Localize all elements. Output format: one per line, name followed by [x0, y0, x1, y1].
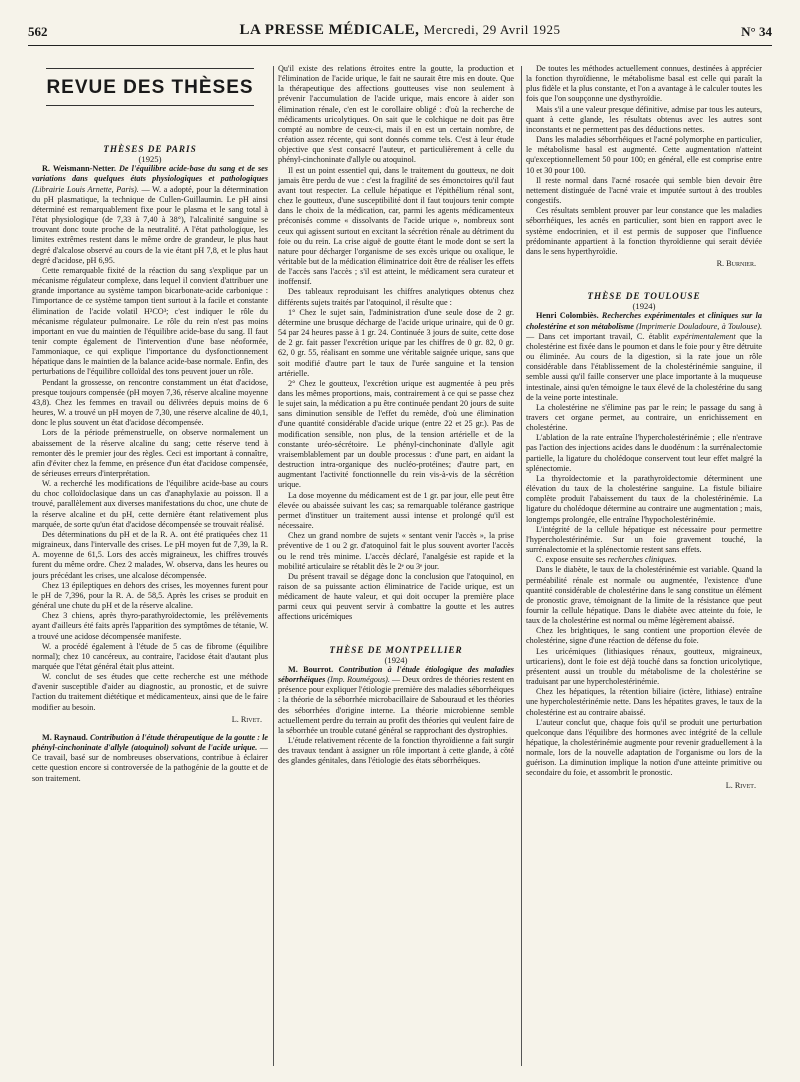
paragraph: Cette remarquable fixité de la réaction du sang s'explique par un mécanisme régulateur complexe, dans lequel il convient d'attribuer une grande importance au système tampon bicarbonate-acide carbonique : l'importance de ce système tampon tient surtout à la facile et constante élimination de l'acide volatil H²CO³; c'est indiquer le rôle du mécanisme régulateur pulmonaire. Le rôle du rein n'est pas moins important en vue du maintien de l'équilibre acide-base du sang. Il faut tenir compte également de l'intervention d'une base néoformée, l'ammoniaque, ce qui explique l'importance du dysfonctionnement hépatique dans le maintien de la balance acide-base normale. Enfin, des perturbations de l'équilibre colloïdal des tons peuvent jouer un rôle. [32, 265, 268, 377]
paragraph: Il est un point essentiel qui, dans le traitement du goutteux, ne doit jamais être perdu de vue : c'est la fragilité de ses émonctoires qu'il faut avant tout respecter. La cellule hépatique et l'épithélium rénal sont, chez le goutteux, d'une susceptibilité dont il faut toujours tenir compte dans le choix de la médication, car, parmi les agents médicamenteux préconisés comme « dissolvants de l'acide urique », nombreux sont ceux qui agissent surtout en excitant la sécrétion rénale au détriment du foie ou du rein. La crise aiguë de goutte étant le mode dont se sert la nature pour décharger l'organisme de ses excès urique ou oxalique, le véritable but de la médication éliminatrice doit être de réaliser les effets de l'accès sans l'accès ; s'il est atteint, le médicament sera curateur et inoffensif. [278, 165, 514, 287]
paragraph: Dans les maladies séborrhéiques et l'acné polymorphe en particulier, le métabolisme basal est augmenté. Cette augmentation n'atteint qu'exceptionnellement 50 pour 100; en général, elle est comprise entre 10 et 30 pour 100. [526, 135, 762, 175]
paragraph [526, 555, 762, 565]
issue-date: Mercredi, 29 Avril 1925 [423, 22, 561, 37]
review-raynaud [32, 733, 268, 784]
thesis-title: Contribution à l'étude étiologique des maladies séborrhéiques [278, 664, 514, 685]
publisher: (Imprimerie Douladoure, à Toulouse). [636, 321, 762, 331]
author-name: M. Bourrot. [288, 664, 334, 674]
section-year: (1925) [138, 154, 162, 165]
paragraph: L'ablation de la rate entraîne l'hypercholestérinémie ; elle n'entrave pas l'action des injections acides dans le duodénum : la surrénalectomie partielle, la ligature du cholédoque conservent tout leur effet malgré la splénectomie. [526, 433, 762, 473]
paragraph: Dans le diabète, le taux de la cholestérinémie est variable. Quand la perméabilité rénale est normale ou augmentée, l'existence d'une quantité considérable de cholestérine dans le sang constitue un élément de pronostic grave, témoignant de la limite de la résistance que peut fournir la cellule hépatique. Dans le diabète avec atteinte du foie, le taux de la cholestérine est normal ou même légèrement abaissé. [526, 565, 762, 626]
paragraph: Les uricémiques (lithiasiques rénaux, goutteux, migraineux, urticariens), dont le foie est déjà touché dans sa fonction uricolytique, présentent aussi un trouble du métabolisme de la cholestérine se traduisant par une hypercholestérinémie. [526, 646, 762, 687]
section-year: (1924) [632, 301, 656, 312]
paragraph: Pendant la grossesse, on rencontre constamment un état d'acidose, presque toujours compensée (pH moyen 7,36, réserve alcaline moyenne 43,8). Chez les femmes en travail ou délivrées depuis moins de 6 heures, W. a trouvé un pH moyen de 7,30, une réserve alcaline de 40,1, donc le plus souvent un état d'acidose décompensée. [32, 377, 268, 428]
section-heading-toulouse: THÈSE DE TOULOUSE [587, 291, 701, 302]
reviewer-signature: R. Burnier. [716, 258, 756, 268]
paragraph: W. a procédé également à l'étude de 5 cas de fibrome (équilibre normal); chez 10 cancéreux, au contraire, l'acidose était d'autant plus marquée que l'état général était plus atteint. [32, 641, 268, 671]
paragraph: Chez 3 chiens, après thyro-parathyroïdectomie, les prélèvements ayant d'ailleurs été faits après l'apparition des symptômes de tétanie, W. a trouvé une acidose décompensée manifeste. [32, 611, 268, 641]
paragraph: L'étude relativement récente de la fonction thyroïdienne a fait surgir des travaux tendant à assigner un rôle important à cette glande, à côté des glandes génitales, dans l'étiologie des états séborrhéiques. [278, 736, 514, 766]
author-name: Henri Colombiès. [536, 311, 599, 321]
paragraph: L'auteur conclut que, chaque fois qu'il se produit une perturbation quelconque dans l'équilibre des hormones avec intégrité de la cellule hépatique, la cholestérinémie augmente pour revenir graduellement à la normale, lors de la nouvelle adaptation de l'organisme ou lors de la guérison. La diminution implique la notion d'une atteinte primitive ou secondaire du foie, et assombrit le pronostic. [526, 717, 762, 778]
paragraph: La dose moyenne du médicament est de 1 gr. par jour, elle peut être élevée ou abaissée suivant les cas; sa remarquable tolérance gastrique permet d'instituer un traitement aussi intense et prolongé qu'il est nécessaire. [278, 490, 514, 531]
thesis-title: De l'équilibre acide-base du sang et de ses variations dans quelques états physiologiques et pathologiques [32, 164, 268, 184]
column-middle [278, 64, 514, 1072]
journal-name: LA PRESSE MÉDICALE, [239, 22, 420, 38]
paragraph: La cholestérine ne s'élimine pas par le rein; le passage du sang à travers cet organe permet, au contraire, un enrichissement en cholestérine. [526, 402, 762, 433]
paragraph: 1° Chez le sujet sain, l'administration d'une seule dose de 2 gr. détermine une brusque décharge de l'acide urique urinaire, qui de 0 gr. 54 par 24 heures passe à 1 gr. 24. Continuée 3 jours de suite, cette dose de 2 gr. fait passer l'excrétion urique par les chiffres de 0 gr. 82, 0 gr. 62, 0 gr. 55, réalisant en somme une véritable saignée urique, sans que soit modifié d'autre part le taux de l'urée sanguine et la tension artérielle. [278, 307, 514, 378]
paragraph: W. conclut de ses études que cette recherche est une méthode d'avenir susceptible d'aider au diagnostic, au pronostic, et de suivre l'action du traitement diététique et médicamenteux, ainsi que de le faire modifier au besoin. [32, 672, 268, 712]
paragraph: L'intégrité de la cellule hépatique est nécessaire pour permettre l'hypercholestérinémie. Sur un foie gravement touché, la surrénalectomie et la splénectomie restent sans effets. [526, 524, 762, 555]
paragraph: Du présent travail se dégage donc la conclusion que l'atoquinol, en raison de sa puissante action éliminatrice de l'acide urique, est un médicament de haute valeur, et qui doit occuper la première place parmi ceux qui peuvent servir à combattre la goutte et les autres affections uricémiques [278, 571, 514, 622]
section-title: REVUE DES THÈSES [46, 68, 254, 106]
emphasis: expérimentalement [673, 331, 736, 341]
review-text: — Dans cet important travail, C. établit [526, 331, 670, 341]
paragraph: Chez les hépatiques, la rétention biliaire (ictère, lithiase) entraîne une hypercholestérinémie nette. Dans les hépatites graves, le taux de la cholestérine est au contraire abaissé. [526, 687, 762, 717]
emphasis: recherches cliniques. [607, 555, 677, 565]
issue-number: N° 34 [741, 24, 772, 39]
journal-title [28, 22, 772, 39]
paragraph: Lors de la période prémenstruelle, on observe normalement un abaissement de la réserve alcaline du sang; cette réserve tend à remonter dès le premier jour des règles. Ceci est important à connaître, afin d'éviter chez la femme, en présence d'un état d'acidose compensée, de sérieuses erreurs d'interprétation. [32, 428, 268, 478]
publisher: (Librairie Louis Arnette, Paris). [32, 184, 139, 194]
paragraph: Mais s'il a une valeur presque définitive, admise par tous les auteurs, quant à cette glande, les résultats obtenus avec les autres sont inconstants et ne permettent pas des déductions nettes. [526, 104, 762, 134]
paragraph: Il reste normal dans l'acné rosacée qui semble bien devoir être nettement distinguée de l'acné vraie et imputée surtout à des troubles congestifs. [526, 175, 762, 206]
review-text: — Ce travail, basé sur de nombreuses observations, contribue à éclairer cette question encore si controversée de la pathogénie de la goutte et de son traitement. [32, 743, 268, 783]
paragraph: 2° Chez le goutteux, l'excrétion urique est augmentée à peu près dans les mêmes proportions, mais, contrairement à ce qui se passe chez le sujet sain, la médication a pu être continuée pendant 20 jours de suite sans diminution sensible de l'effet du remède, d'où une élimination d'une quantité considérable d'acide urique (entre 22 et 25 gr.). Pas de modification sensible, non plus, de la tension artérielle et de la constante uréo-sécrétoire. Le phényl-cinchoninate d'allyle agit vraisemblablement par un double processus : d'une part, en aidant la destruction intra-organique des nucléo-protéines; d'autre part, en augmentant l'activité fonctionnelle du rein vis-à-vis de la sécrétion urique. [278, 378, 514, 490]
column-right [526, 64, 762, 1072]
page-header [28, 22, 772, 44]
paragraph: La thyroïdectomie et la parathyroïdectomie déterminent une élévation du taux de la cholestérine sanguine. La fistule biliaire complète produit l'abaissement du taux de la cholestérinémie. La ligature du cholédoque détermine au contraire une augmentation ; mais, longtemps prolongée, elle entraîne l'hypocholestérinémie. [526, 473, 762, 524]
review-colombies [526, 311, 762, 402]
header-rule [28, 45, 772, 46]
paragraph: Qu'il existe des relations étroites entre la goutte, la production et l'élimination de l'acide urique, le fait ne saurait être mis en doute. Que la thérapeutique des affections goutteuses vise non seulement à prévenir l'accumulation de l'acide urique, mais encore à aider son élimination rénale, c'en est le corollaire obligé : d'où la recherche de médicaments uricolytiques. On sait que le colchique ne doit pas être compté au nombre de ceux-ci, mais il en est un certain nombre, de création assez récente, qui sont donnés comme tels. C'est à leur étude objective que s'est consacré l'auteur, et particulièrement à celle du phényl-cinchoninate d'allyle ou atoquinol. [278, 64, 514, 165]
thesis-title: Contribution à l'étude thérapeutique de la goutte : le phényl-cinchoninate d'allyle (atoquinol) solvant de l'acide urique. [32, 732, 268, 753]
review-text: que la cholestérine est fixée dans le poumon et dans le foie pour y être détruite ou éliminée. Au cours de la digestion, si la rate joue un rôle considérable dans l'établissement de la cholestérinémie sanguine, il semble aussi qu'il faille conserver une place importante à la muqueuse intestinale, ainsi qu'en témoigne le taux élevé de la cholestérine du sang de la veine porte intestinale. [526, 331, 762, 402]
publisher: (Imp. Roumégous). [327, 675, 390, 685]
review-text: — Deux ordres de théories restent en présence pour expliquer l'étiologie première des maladies séborrhéiques : la théorie de la séborrhée microbacillaire de Sabouraud et les théories des séborrhées d'origine interne. La théorie microbienne semble actuellement perdre du terrain au profit des théories qui veulent faire de la séborrhée un trouble cutané général se rapprochant des dystrophies. [278, 675, 514, 735]
review-text: C. expose ensuite ses [536, 555, 606, 565]
paragraph: De toutes les méthodes actuellement connues, destinées à apprécier la fonction thyroïdienne, le métabolisme basal est celle qui paraît la plus fidèle et la plus constante, et l'on a avantage à le calculer toutes les fois que l'on soupçonne une dysthyroïdie. [526, 64, 762, 104]
author-name: M. Raynaud. [42, 732, 88, 742]
section-year: (1924) [384, 654, 408, 665]
review-text: — W. a adopté, pour la détermination du pH plasmatique, la technique de Cullen-Guillaumin. Le pH ainsi déterminé est remarquablement fixe pour le plasma et le sang total à l'état physiologique (de 7,33 à 7,40 à 38°), l'alcalinité sanguine se trouvant donc toute proche de la neutralité. A l'état pathologique, les limites extrêmes restent dans le même ordre de grandeur, le plus haut degré d'alcalose observé au cours de la vie étant pH 7,8, et le plus haut degré d'acidose, pH 6,95. [32, 184, 268, 265]
thesis-title: Recherches expérimentales et cliniques sur la cholestérine et son métabolisme [526, 311, 762, 331]
reviewer-signature: L. Rivet. [725, 780, 756, 790]
review-weismann [32, 164, 268, 266]
reviewer-signature: L. Rivet. [231, 714, 262, 724]
paragraph: Chez les brightiques, le sang contient une proportion élevée de cholestérine, signe d'une réaction de défense du foie. [526, 626, 762, 646]
paragraph: Chez 13 épileptiques en dehors des crises, les moyennes furent pour le pH de 7,396, pour la R. A. de 58,5. Après les crises se produit en général une chute du pH et de la réserve alcaline. [32, 580, 268, 611]
page-number: 562 [28, 24, 48, 39]
column-divider [273, 66, 274, 1066]
author-name: R. Weismann-Netter. [42, 164, 116, 174]
paragraph: Chez un grand nombre de sujets « sentant venir l'accès », la prise préventive de 1 ou 2 gr. d'atoquinol fait le plus souvent avorter l'accès ou le rend très minime. L'accès déclaré, l'analgésie est rapide et la mobilité articulaire se rétablit dès le 2ᵉ ou 3ᵉ jour. [278, 531, 514, 571]
paragraph: Des tableaux reproduisant les chiffres analytiques obtenus chez différents sujets traités par l'atoquinol, il résulte que : [278, 287, 514, 307]
section-heading-paris: THÈSES DE PARIS [103, 144, 197, 154]
column-divider [521, 66, 522, 1066]
column-left [32, 66, 268, 1072]
section-heading-montpellier: THÈSE DE MONTPELLIER [329, 644, 463, 655]
paragraph: W. a recherché les modifications de l'équilibre acide-base au cours du choc colloïdoclasique dans un cas d'anaphylaxie au poisson. Il a trouvé, parallèlement aux diverses manifestations du choc, une chute de la réserve alcaline et du pH, cette dernière étant relativement plus marquée, de sorte qu'un état d'acidose décompensée se trouvait réalisé. [32, 479, 268, 529]
review-bourrot [278, 665, 514, 736]
paragraph: Des déterminations du pH et de la R. A. ont été pratiquées chez 11 migraineux, dans l'intervalle des crises. Le pH moyen fut de 7,39, la R. A. moyenne de 61,5. Lors des accès migraineux, les chiffres trouvés furent du même ordre. Chez 2 malades, W. observa, dans les heures ou jours précédant les crises, une alcalose décompensée. [32, 529, 268, 580]
paragraph: Ces résultats semblent prouver par leur constance que les maladies séborrhéiques, les acnés en particulier, sont bien en rapport avec le système endocrinien, et il est permis de supposer que l'influence prédominante appartient à la fonction thyroïdienne qui serait déviée dans le sens hyperthyroïdie. [526, 206, 762, 256]
